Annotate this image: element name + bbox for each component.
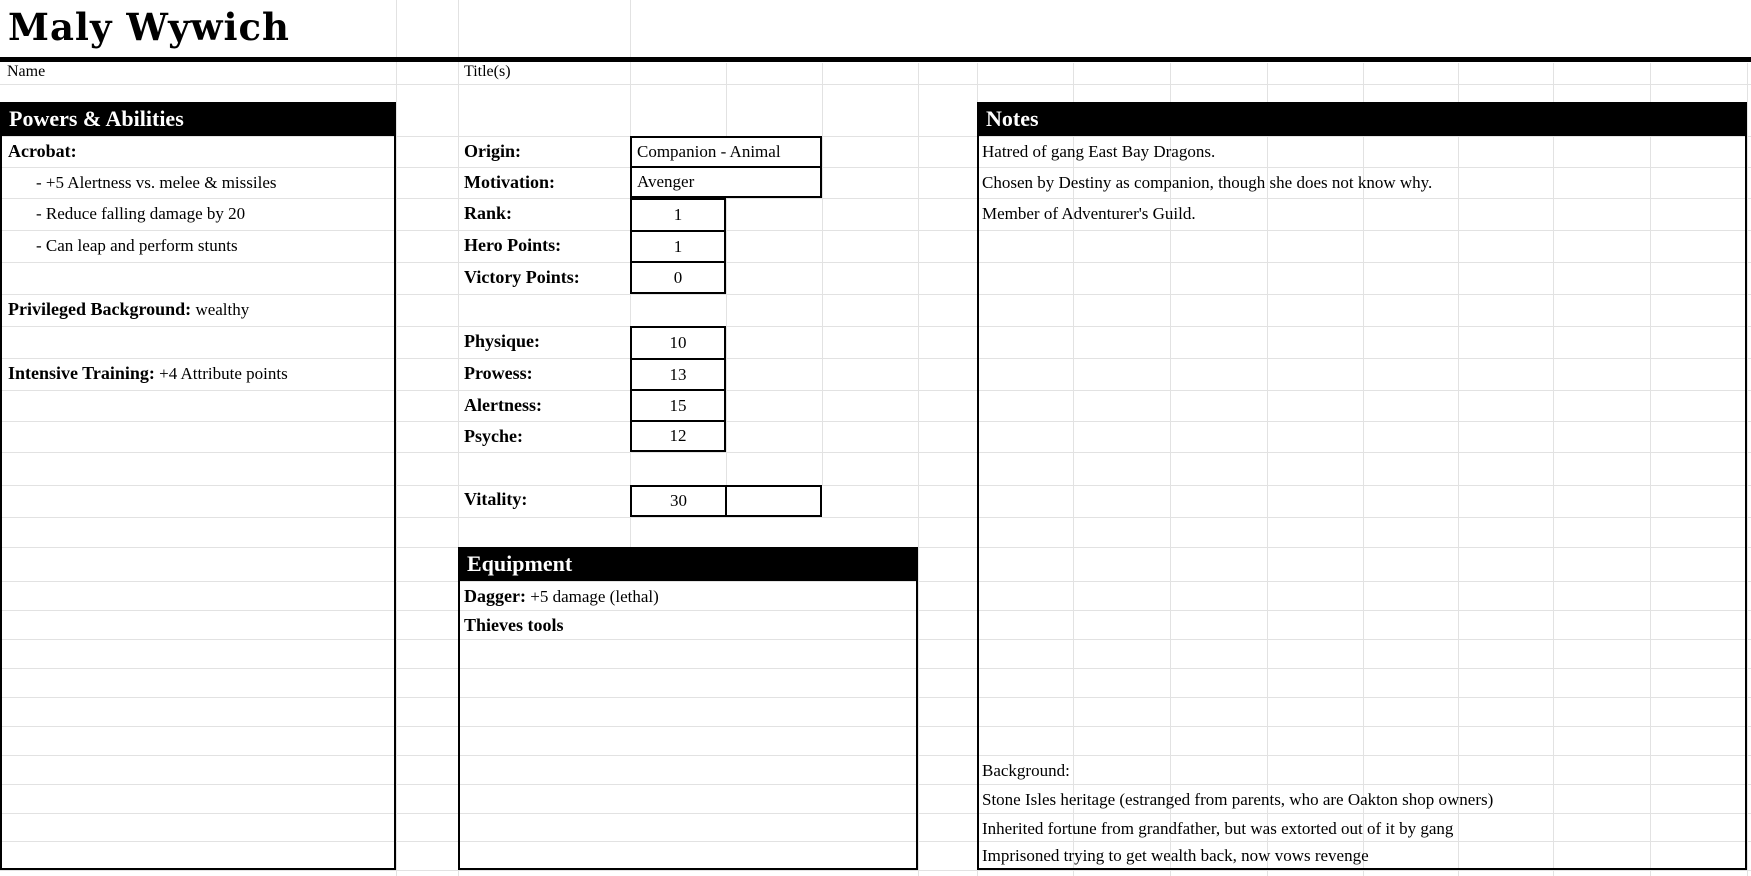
victory-points-value-cell[interactable]: 0	[632, 261, 724, 292]
vitality-value-cell[interactable]: 30	[670, 491, 687, 510]
psyche-label: Psyche:	[464, 426, 523, 446]
powers-line	[8, 358, 288, 389]
powers-line	[8, 294, 249, 325]
powers-line	[8, 230, 238, 261]
gridline	[396, 0, 397, 876]
name-label: Name	[7, 63, 46, 80]
physique-value-cell[interactable]: 10	[669, 333, 687, 352]
prowess-label: Prowess:	[464, 363, 533, 383]
psyche-value-cell[interactable]: 12	[632, 420, 724, 450]
note-line: Member of Adventurer's Guild.	[982, 204, 1196, 223]
origin-value-cell[interactable]: Companion - Animal	[637, 142, 781, 161]
background-line: Stone Isles heritage (estranged from parents, who are Oakton shop owners)	[982, 790, 1494, 809]
titles-label: Title(s)	[464, 63, 511, 80]
powers-line	[8, 136, 77, 167]
powers-line-bold: Intensive Training:	[8, 363, 155, 383]
equipment-item	[464, 610, 564, 641]
powers-line-text: - +5 Alertness vs. melee & missiles	[36, 173, 277, 192]
counters-group	[630, 198, 726, 294]
background-line: Imprisoned trying to get wealth back, now vows revenge	[982, 846, 1369, 865]
hero-points-value-cell[interactable]: 1	[632, 230, 724, 261]
origin-motivation-group	[630, 136, 822, 198]
powers-line-text: +4 Attribute points	[154, 364, 288, 383]
powers-line-bold: Acrobat:	[8, 141, 77, 161]
powers-line	[8, 167, 276, 198]
equipment-item-bold: Thieves tools	[464, 615, 564, 635]
notes-header: Notes	[977, 102, 1747, 136]
gridline	[0, 84, 1751, 85]
victory-points-label: Victory Points:	[464, 267, 580, 287]
origin-label: Origin:	[464, 141, 521, 161]
character-name-cell[interactable]: Maly Wywich	[8, 5, 290, 49]
powers-line-text: - Reduce falling damage by 20	[36, 204, 246, 223]
physique-label: Physique:	[464, 331, 541, 351]
note-line: Chosen by Destiny as companion, though she does not know why.	[982, 173, 1433, 192]
motivation-label: Motivation:	[464, 172, 555, 192]
rank-label: Rank:	[464, 203, 513, 223]
hero-points-label: Hero Points:	[464, 235, 562, 255]
note-line: Hatred of gang East Bay Dragons.	[982, 142, 1216, 161]
vitality-group	[630, 485, 822, 517]
equipment-item-bold: Dagger:	[464, 586, 526, 606]
attributes-group	[630, 326, 726, 452]
background-line: Inherited fortune from grandfather, but was extorted out of it by gang	[982, 819, 1454, 838]
alertness-value-cell[interactable]: 15	[632, 389, 724, 420]
powers-line-bold: Privileged Background:	[8, 299, 192, 319]
prowess-value-cell[interactable]: 13	[632, 358, 724, 389]
equipment-item-text: +5 damage (lethal)	[525, 587, 659, 606]
vitality-label: Vitality:	[464, 489, 528, 509]
powers-line-text: - Can leap and perform stunts	[36, 236, 238, 255]
alertness-label: Alertness:	[464, 395, 542, 415]
title-underline	[0, 57, 1751, 62]
rank-value-cell[interactable]: 1	[673, 205, 683, 224]
vitality-secondary-cell[interactable]	[725, 487, 820, 515]
gridline	[0, 870, 1751, 871]
equipment-item	[464, 581, 659, 612]
powers-header: Powers & Abilities	[0, 102, 396, 136]
motivation-value-cell[interactable]: Avenger	[632, 166, 820, 196]
background-line: Background:	[982, 761, 1070, 780]
equipment-header: Equipment	[458, 547, 918, 581]
powers-line	[8, 198, 245, 229]
powers-line-text: wealthy	[191, 300, 250, 319]
